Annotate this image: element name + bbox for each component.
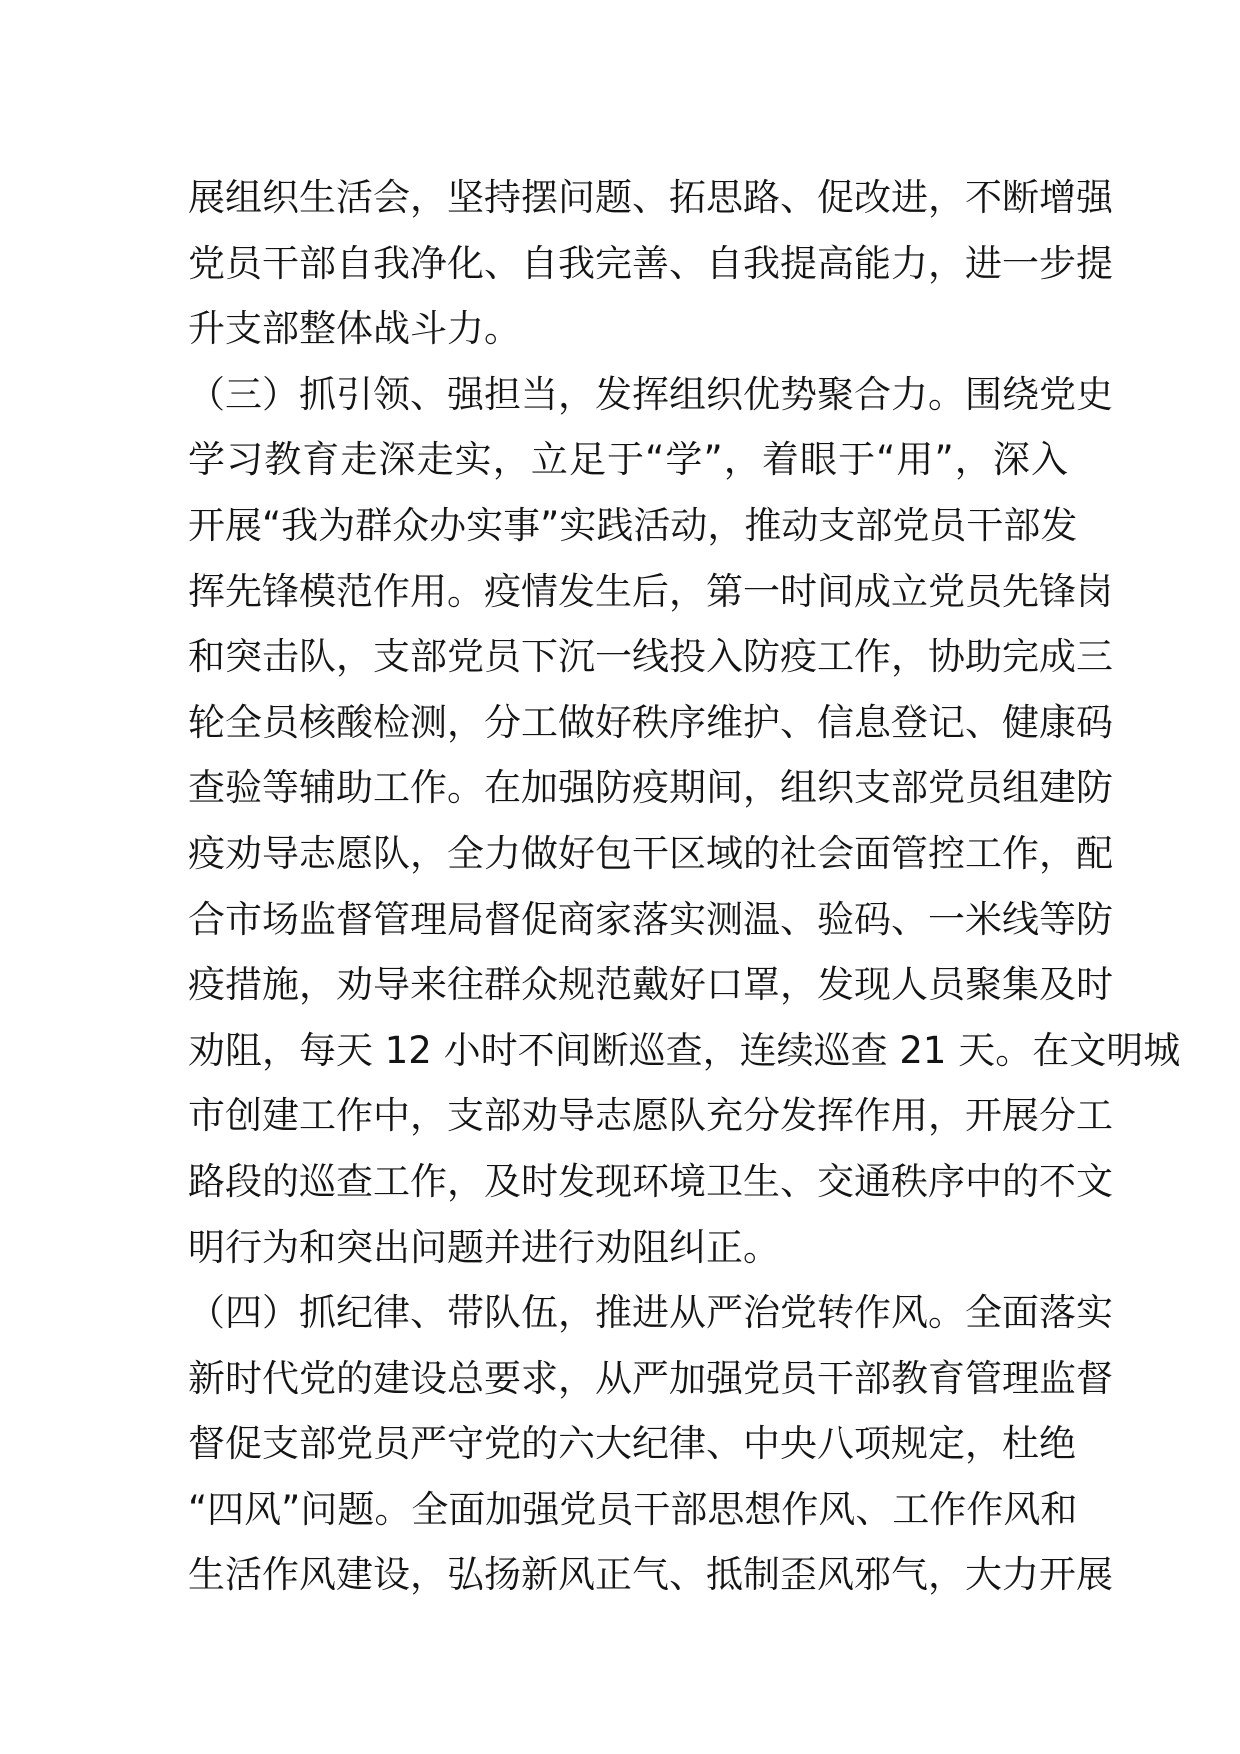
text-line: 查验等辅助工作。在加强防疫期间，组织支部党员组建防 [188, 766, 1113, 810]
text-line: 学习教育走深走实，立足于“学”，着眼于“用”，深入 [188, 438, 1068, 482]
text-line: 劝阻，每天 12 小时不间断巡查，连续巡查 21 天。在文明城 [188, 1028, 1181, 1072]
text-line: 合市场监督管理局督促商家落实测温、验码、一米线等防 [188, 897, 1113, 941]
text-line: 开展“我为群众办实事”实践活动，推动支部党员干部发 [188, 503, 1078, 547]
text-line: “四风”问题。全面加强党员干部思想作风、工作作风和 [188, 1487, 1078, 1531]
text-line: 督促支部党员严守党的六大纪律、中央八项规定，杜绝 [188, 1422, 1076, 1466]
body-text [188, 165, 1181, 1608]
text-line: 疫劝导志愿队，全力做好包干区域的社会面管控工作，配 [188, 831, 1113, 875]
text-line: 新时代党的建设总要求，从严加强党员干部教育管理监督 [188, 1356, 1113, 1400]
text-line: 明行为和突出问题并进行劝阻纠正。 [188, 1225, 780, 1269]
text-line: 挥先锋模范作用。疫情发生后，第一时间成立党员先锋岗 [188, 569, 1113, 613]
text-line: 路段的巡查工作，及时发现环境卫生、交通秩序中的不文 [188, 1159, 1113, 1203]
text-line: 升支部整体战斗力。 [188, 307, 521, 351]
text-line: 轮全员核酸检测，分工做好秩序维护、信息登记、健康码 [188, 700, 1113, 744]
text-line: （三）抓引领、强担当，发挥组织优势聚合力。围绕党史 [188, 372, 1113, 416]
text-line: 市创建工作中，支部劝导志愿队充分发挥作用，开展分工 [188, 1094, 1113, 1138]
text-line: （四）抓纪律、带队伍，推进从严治党转作风。全面落实 [188, 1291, 1113, 1335]
text-line: 生活作风建设，弘扬新风正气、抵制歪风邪气，大力开展 [188, 1553, 1113, 1597]
text-line: 和突击队，支部党员下沉一线投入防疫工作，协助完成三 [188, 635, 1113, 679]
text-line: 展组织生活会，坚持摆问题、拓思路、促改进，不断增强 [188, 176, 1113, 219]
text-line: 疫措施，劝导来往群众规范戴好口罩，发现人员聚集及时 [188, 963, 1113, 1007]
text-line: 党员干部自我净化、自我完善、自我提高能力，进一步提 [188, 241, 1113, 285]
